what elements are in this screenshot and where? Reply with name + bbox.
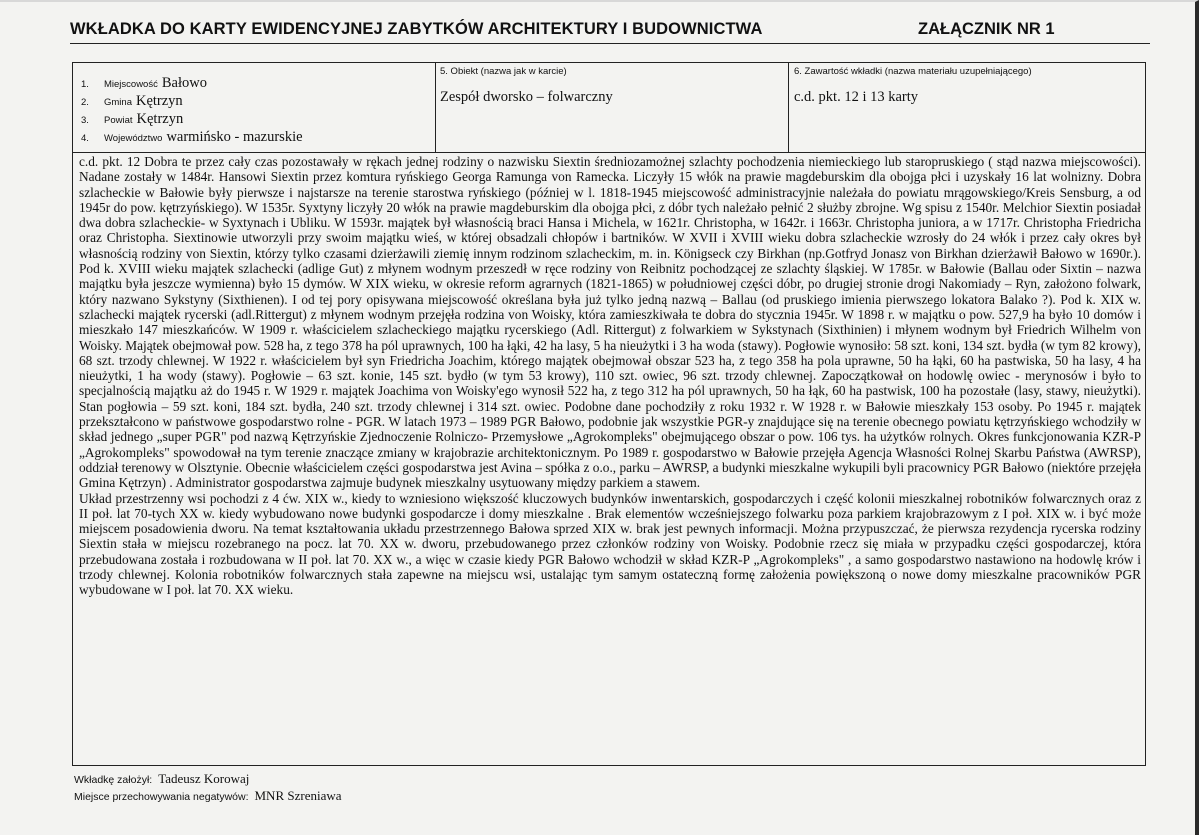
contents-value: c.d. pkt. 12 i 13 karty	[794, 89, 919, 105]
location-row-town	[81, 75, 207, 93]
negatives-value: MNR Szreniawa	[254, 788, 342, 803]
layout-paragraph: Układ przestrzenny wsi pochodzi z 4 ćw. XIX w., kiedy to wzniesiono większość kluczowych budynków inwentarskich, gospodarczych i część kolonii mieszkalnej robotników folwarcznych oraz z II poł. lat 70-tych XX w. kiedy wybudowano nowe budynki gospodarcze i domy mieszkalne . Brak elementów wcześniejszego folwarku poza parkiem krajobrazowym z I poł. XIX w. i być może miejscem posadowienia dworu. Na temat kształtowania układu przestrzennego Bałowa sprzed XIX w. brak jest pewnych informacji. Można przypuszczać, że pierwsza rezydencja rycerska rodziny Siextin stała w miejscu rozebranego na pocz. lat 70. XX w. dworu, przebudowanego przez członków rodziny von Woisky. Podobnie rzecz się miała w przypadku części gospodarczej, która przebudowana została i rozbudowana w II poł. lat 70. XX w., a więc w czasie kiedy PGR Bałowo wchodził w skład KZR-P „Agrokompleks" , a samo gospodarstwo nastawiono na hodowlę krów i trzody chlewnej. Kolonia robotników folwarcznych stała zapewne na miejscu wsi, ustalając tym samym ostateczną formę założenia powiększoną o nowe domy mieszkalne pracowników PGR wybudowane w I poł. lat 70. XX wieku.	[79, 490, 1141, 598]
negatives-label: Miejsce przechowywania negatywów:	[74, 791, 249, 803]
item-number: 4.	[81, 133, 89, 144]
object-value: Zespół dworsko – folwarczny	[440, 89, 613, 105]
item-label: Województwo	[104, 133, 163, 144]
object-column	[435, 63, 789, 152]
header-rule	[70, 43, 1150, 44]
location-row-county	[81, 111, 183, 129]
item-number: 2.	[81, 97, 89, 108]
form-header-box	[73, 63, 1145, 152]
description-body	[79, 154, 1141, 598]
annex-label: ZAŁĄCZNIK NR 1	[918, 20, 1055, 38]
town-value: Bałowo	[161, 75, 207, 91]
author-label: Wkładkę założył:	[74, 774, 153, 786]
document-title: WKŁADKA DO KARTY EWIDENCYJNEJ ZABYTKÓW ARCHITEKTURY I BUDOWNICTWA	[70, 20, 763, 38]
contents-heading: 6. Zawartość wkładki (nazwa materiału uzupełniającego)	[794, 66, 1032, 77]
form-frame	[72, 62, 1146, 766]
header-divider	[73, 152, 1145, 153]
voivodeship-value: warmińsko - mazurskie	[166, 129, 303, 145]
location-row-commune	[81, 93, 183, 111]
commune-value: Kętrzyn	[135, 93, 183, 109]
item-label: Gmina	[104, 97, 132, 108]
item-label: Powiat	[104, 115, 133, 126]
location-row-voivodeship	[81, 129, 303, 147]
object-heading: 5. Obiekt (nazwa jak w karcie)	[440, 66, 567, 77]
negatives-line	[74, 788, 342, 804]
county-value: Kętrzyn	[136, 111, 184, 127]
item-label: Miejscowość	[104, 79, 158, 90]
location-column	[73, 63, 436, 152]
history-paragraph: c.d. pkt. 12 Dobra te przez cały czas pozostawały w rękach jednej rodziny o nazwisku Siextin średniozamożnej szlachty pochodzenia niemieckiego lub staropruskiego ( stąd nazwa miejscowości). Nadane zostały w 1484r. Hansowi Siextin przez komtura ryńskiego Georga Ramunga von Ramecka. Liczyły 15 włók na prawie magdeburskim dla obojga płci i uzyskały 16 lat wolnizny. Dobra szlacheckie w Bałowie były pierwsze i najstarsze na terenie starostwa ryńskiego (później w l. 1818-1945 miejscowość administracyjnie należała do powiatu mrągowskiego/Kreis Sensburg, a od 1945r do pow. kętrzyńskiego). W 1535r. Syxtyny liczyły 20 włók na prawie magdeburskim dla obojga płci, z dóbr tych należało pełnić 2 służby zbrojne. Wg spisu z 1540r. Melchior Siextin posiadał dwa dobra szlacheckie- w Syxtynach i Ubliku. W 1593r. majątek był własnością braci Hansa i Michela, w 1621r. Christopha, w 1642r. i 1663r. Christopha juniora, a w 1717r. Christopha Friedricha oraz Christopha. Siextinowie utworzyli przy swoim majątku wieś, w której obsadzali chłopów i bartników. W XVII i XVIII wieku dobra szlacheckie wzrosły do 24 włók i przez cały okres był własnością rodziny von Siextin, którzy tylko czasami dzierżawili ziemię innym rodzinom szlacheckim, m. in. Königseck czy Birkhan (np.Gotfryd Jonasz von Birkhan dzierżawił Bałowo w 1690r.). Pod k. XVIII wieku majątek szlachecki (adlige Gut) z młynem wodnym przeszedł w ręce rodziny von Reibnitz pochodzącej ze szlachty śląskiej. W 1785r. w Bałowie (Ballau oder Sixtin – nazwa majątku była jeszcze wymienna) było 15 dymów. W XIX wieku, w okresie reform agrarnych (1821-1865) w południowej części dóbr, po drugiej stronie drogi Nakomiady – Ryn, założono folwark, który nazwano Sykstyny (Sixthienen). I od tej pory opisywana miejscowość określana była już tylko jedną nazwą – Ballau (od pruskiego imienia pierwszego lokatora Balako ?). Pod k. XIX w. szlachecki majątek rycerski (adl.Rittergut) z młynem wodnym przejęła rodzina von Woisky, która zamieszkiwała te dobra do stycznia 1945r. W 1898 r. w majątku o pow. 527,9 ha było 10 domów i mieszkało 147 mieszkańców. W 1909 r. właścicielem szlacheckiego majątku rycerskiego (Adl. Rittergut) z folwarkiem w Sykstynach (Sixthinien) i młynem wodnym był Friedrich Wilhelm von Woisky. Majątek obejmował pow. 528 ha, z tego 378 ha pól uprawnych, 100 ha łąki, 42 ha lasy, 5 ha nieużytki i 3 ha woda (stawy). Pogłowie wynosiło: 58 szt. koni, 134 szt. bydła (w tym 82 krowy), 68 szt. trzody chlewnej. W 1922 r. właścicielem był syn Friedricha Joachim, którego majątek obejmował obszar 523 ha, z tego 358 ha pola uprawne, 50 ha łąki, 60 ha pastwiska, 50 ha lasy, 4 ha nieużytki, 1 ha wody (stawy). Pogłowie – 63 szt. konie, 145 szt. bydło (w tym 53 krowy), 110 szt. owiec, 96 szt. trzody chlewnej. Zapoczątkował on hodowlę owiec - merynosów i było to specjalnością majątku aż do 1945 r. W 1929 r. majątek Joachima von Woisky'ego wynosił 522 ha, z tego 312 ha pól uprawnych, 50 ha łąk, 60 ha pastwisk, 100 ha pozostałe (lasy, stawy, nieużytki). Stan pogłowia – 59 szt. koni, 184 szt. bydła, 240 szt. trzody chlewnej i 314 szt. owiec. Podobne dane pochodziły z roku 1932 r. W 1928 r. w Bałowie mieszkały 153 osoby. Po 1945 r. majątek przekształcono w państwowe gospodarstwo rolne - PGR. W latach 1973 – 1989 PGR Bałowo, podobnie jak wszystkie PGR-y znajdujące się na terenie obecnego powiatu kętrzyńskiego wchodziły w skład jednego „super PGR" pod nazwą Kętrzyńskie Zjednoczenie Rolniczo- Przemysłowe „Agrokompleks" obejmującego obszar o pow. 106 tys. ha użytków rolnych. Okres funkcjonowania KZR-P „Agrokompleks" spowodował na tym terenie znaczące zmiany w krajobrazie architektonicznym. Po 1989 r. gospodarstwo w Bałowie przejęła Agencja Własności Rolnej Skarbu Państwa (AWRSP), oddział terenowy w Olsztynie. Obecnie właścicielem części gospodarstwa jest Avina – spółka z o.o., parku – AWRSP, a budynki mieszkalne wykupili byli pracownicy PGR Bałowo (niektóre przejęła Gmina Kętrzyn) . Administrator gospodarstwa zajmuje budynek mieszkalny usytuowany między parkiem a stawem.	[79, 154, 1141, 491]
author-line	[74, 771, 249, 787]
author-value: Tadeusz Korowaj	[158, 771, 250, 786]
item-number: 3.	[81, 115, 89, 126]
item-number: 1.	[81, 79, 89, 90]
contents-column	[789, 63, 1145, 152]
